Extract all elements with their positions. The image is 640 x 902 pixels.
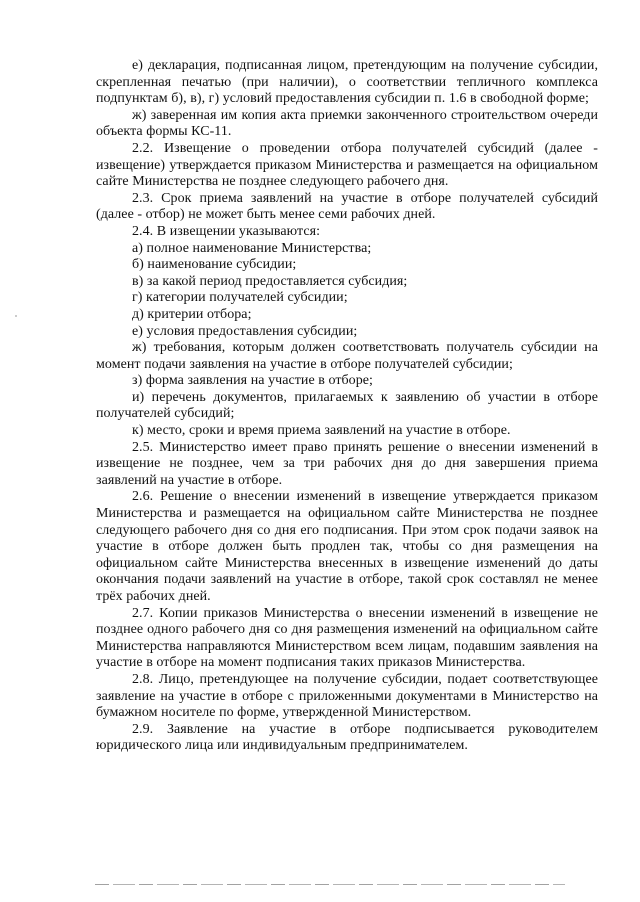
list-item-e: е) условия предоставления субсидии; (132, 323, 358, 339)
list-item-g: г) категории получателей субсидии; (132, 290, 348, 306)
paragraph-2-9: 2.9. Заявление на участие в отборе подписывается руководителем юридического лица или индивидуальным предпринимателем. (96, 721, 598, 754)
paragraph-2-4: 2.4. В извещении указываются: (132, 223, 321, 239)
paragraph-2-2: 2.2. Извещение о проведении отбора получателей субсидий (далее - извещение) утверждается приказом Министерства и размещается на официальном сайте Министерства не позднее следующего рабочего дня. (96, 140, 598, 190)
list-item-zh: ж) требования, которым должен соответствовать получатель субсидии на момент подачи заявления на участие в отборе получателей субсидии; (96, 340, 598, 372)
paragraph-2-3: 2.3. Срок приема заявлений на участие в отборе получателей субсидий (далее - отбор) не может быть менее семи рабочих дней. (96, 190, 598, 223)
list-item-v: в) за какой период предоставляется субсидия; (132, 273, 408, 289)
paragraph-2-6: 2.6. Решение о внесении изменений в извещение утверждается приказом Министерства и размещается на официальном сайте Министерства не позднее следующего рабочего дня со дня его подписания. При этом срок подачи заявок на участие в отборе должен быть продлен так, чтобы со дня размещения на официальном сайте Министерства внесенных в извещение изменений до даты окончания подачи заявлений на участие в отборе, такой срок составлял не менее трёх рабочих дней. (96, 489, 598, 604)
paragraph-decl: е) декларация, подписанная лицом, претендующим на получение субсидии, скрепленная печатью (при наличии), о соответствии тепличного комплекса подпунктам б), в), г) условий предоставления субсидии п. 1.6 в свободной форме; (96, 58, 598, 107)
list-item-k: к) место, сроки и время приема заявлений на участие в отборе. (132, 423, 511, 439)
paragraph-2-7: 2.7. Копии приказов Министерства о внесении изменений в извещение не позднее одного рабочего дня со дня размещения изменений на официальном сайте Министерства направляются Министерством всем лицам, подавшим заявления на участие в отборе на момент подписания таких приказов Министерства. (96, 605, 598, 671)
list-item-z: з) форма заявления на участие в отборе; (132, 373, 373, 389)
scan-bottom-edge-line (95, 884, 565, 885)
scan-artifact (15, 315, 17, 317)
list-item-d: д) критерии отбора; (132, 306, 252, 322)
paragraph-ks11: ж) заверенная им копия акта приемки законченного строительством очереди объекта формы КС-11. (96, 107, 598, 140)
paragraph-2-5: 2.5. Министерство имеет право принять решение о внесении изменений в извещение не позднее, чем за три рабочих дня до дня завершения приема заявлений на участие в отборе. (96, 439, 598, 488)
document-page (96, 58, 598, 755)
list-item-a: а) полное наименование Министерства; (132, 240, 372, 256)
list-item-i: и) перечень документов, прилагаемых к заявлению об участии в отборе получателей субсидий; (96, 389, 598, 422)
paragraph-2-8: 2.8. Лицо, претендующее на получение субсидии, подает соответствующее заявление на участие в отборе с приложенными документами в Министерство на бумажном носителе по форме, утвержденной Министерством. (96, 671, 598, 721)
list-item-b: б) наименование субсидии; (132, 257, 297, 273)
